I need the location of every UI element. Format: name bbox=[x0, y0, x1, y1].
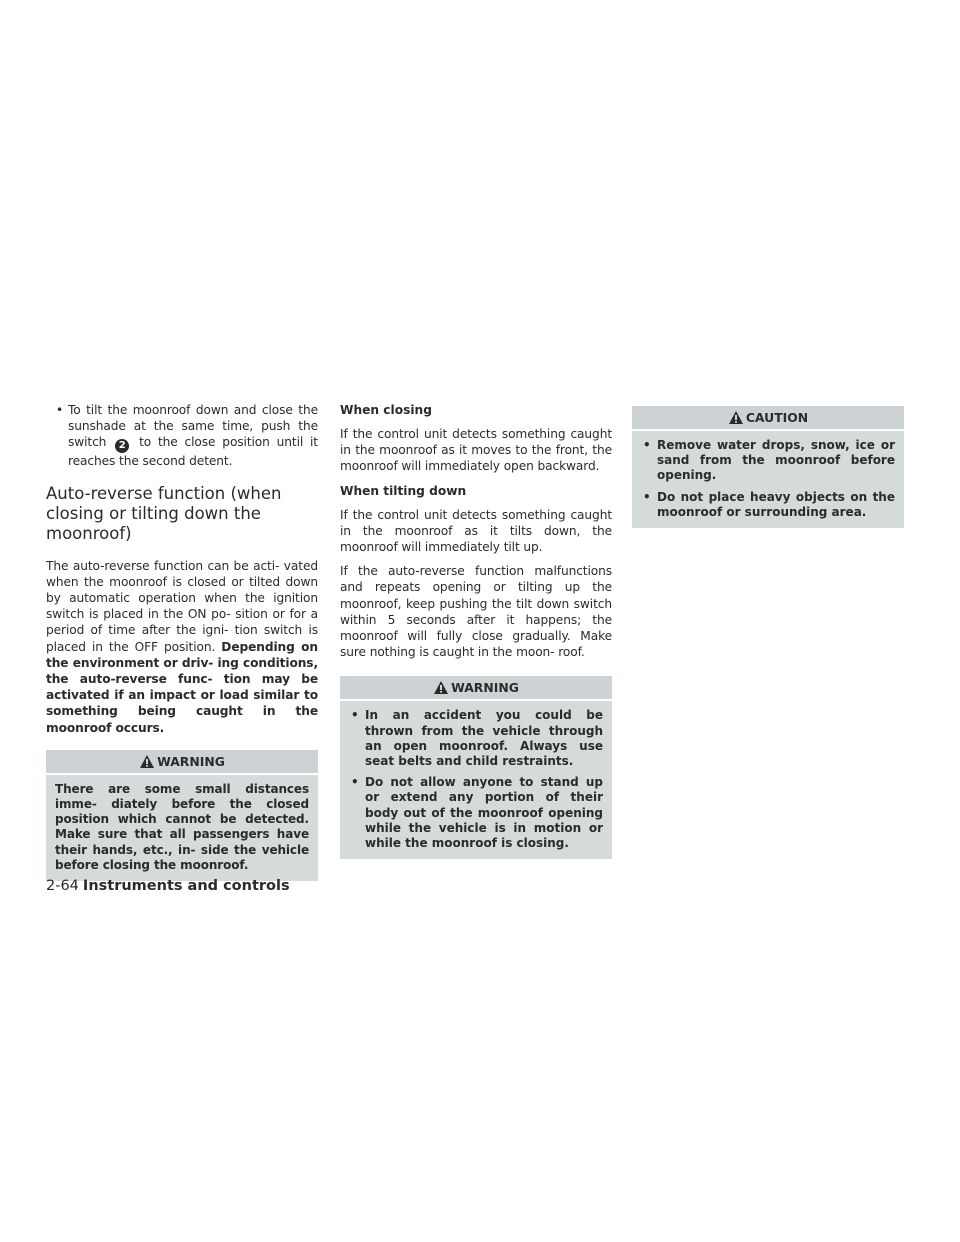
list-item bbox=[349, 775, 603, 851]
tilting-heading: When tilting down bbox=[340, 483, 467, 498]
warning-box bbox=[46, 750, 318, 881]
caution-box bbox=[632, 406, 904, 528]
list-item bbox=[641, 438, 895, 484]
warning-header bbox=[340, 676, 612, 701]
column-2 bbox=[340, 402, 612, 859]
tilting-paragraph: If the control unit detects something caught in the moonroof as it tilts down, the moonroof will immediately tilt up. bbox=[340, 507, 612, 555]
list-item bbox=[641, 490, 895, 520]
column-1 bbox=[46, 402, 318, 881]
paragraph-bold-text: Depending on the environment or driv- ing conditions, the auto-reverse func- tion may be activated if an impact or load similar to something being caught in the moonroof occurs. bbox=[46, 639, 319, 735]
warning-label: WARNING bbox=[157, 753, 225, 769]
bullet-mark: • bbox=[351, 775, 359, 790]
warning-header bbox=[46, 750, 318, 775]
page-number: 2-64 bbox=[46, 878, 79, 894]
bullet-mark: • bbox=[56, 403, 64, 417]
bullet-mark: • bbox=[351, 708, 359, 723]
column-3 bbox=[632, 406, 904, 528]
bullet-mark: • bbox=[643, 438, 651, 452]
bullet-mark: • bbox=[643, 489, 651, 504]
malfunction-paragraph: If the auto-reverse function malfunctions and repeats opening or tilting up the moonroof, keep pushing the tilt down switch within 5 seconds after it happens; the moonroof will fully close gradually. Make sure nothing is caught in the moon- roof. bbox=[340, 564, 612, 660]
callout-number-icon: 2 bbox=[115, 439, 129, 453]
warning-icon bbox=[728, 410, 744, 425]
warning-item-text: Do not allow anyone to stand up or extend any portion of their body out of the moonroof opening while the vehicle is in motion or while the moonroof is closing. bbox=[365, 775, 603, 851]
warning-text: There are some small distances imme- diately before the closed position which cannot be detected. Make sure that all passengers have their hands, etc., in- side the vehicle before closing the moonroof. bbox=[55, 781, 309, 872]
list-item bbox=[349, 708, 603, 769]
warning-icon bbox=[139, 754, 155, 769]
page-footer bbox=[46, 878, 290, 894]
warning-label: WARNING bbox=[451, 680, 519, 696]
closing-paragraph: If the control unit detects something caught in the moonroof as it moves to the front, the moonroof will immediately open backward. bbox=[340, 427, 612, 474]
list-item bbox=[46, 402, 318, 470]
caution-header bbox=[632, 406, 904, 431]
warning-item-text: In an accident you could be thrown from the vehicle through an open moonroof. Always use seat belts and child restraints. bbox=[365, 708, 603, 769]
section-title: Instruments and controls bbox=[82, 878, 290, 894]
closing-heading: When closing bbox=[340, 403, 432, 417]
warning-icon bbox=[433, 680, 449, 695]
caution-item-text: Do not place heavy objects on the moonroof or surrounding area. bbox=[657, 489, 895, 519]
body-paragraph bbox=[46, 558, 318, 736]
caution-item-text: Remove water drops, snow, ice or sand from the moonroof before opening. bbox=[657, 438, 895, 483]
caution-label: CAUTION bbox=[745, 410, 809, 425]
paragraph-text: The auto-reverse function can be acti- vated when the moonroof is closed or tilted down by automatic operation when the ignition switch is placed in the ON po- sition or for a period of time after the igni- tion switch is placed in the OFF position. bbox=[46, 558, 318, 654]
bullet-text-end: to the close position until it reaches the second detent. bbox=[68, 435, 318, 469]
bullet-text-start: To tilt the moonroof down and close the sunshade at the same time, push the switch bbox=[68, 403, 318, 450]
warning-box bbox=[340, 676, 612, 859]
section-heading: Auto-reverse function (when closing or tilting down the moonroof) bbox=[46, 483, 282, 543]
